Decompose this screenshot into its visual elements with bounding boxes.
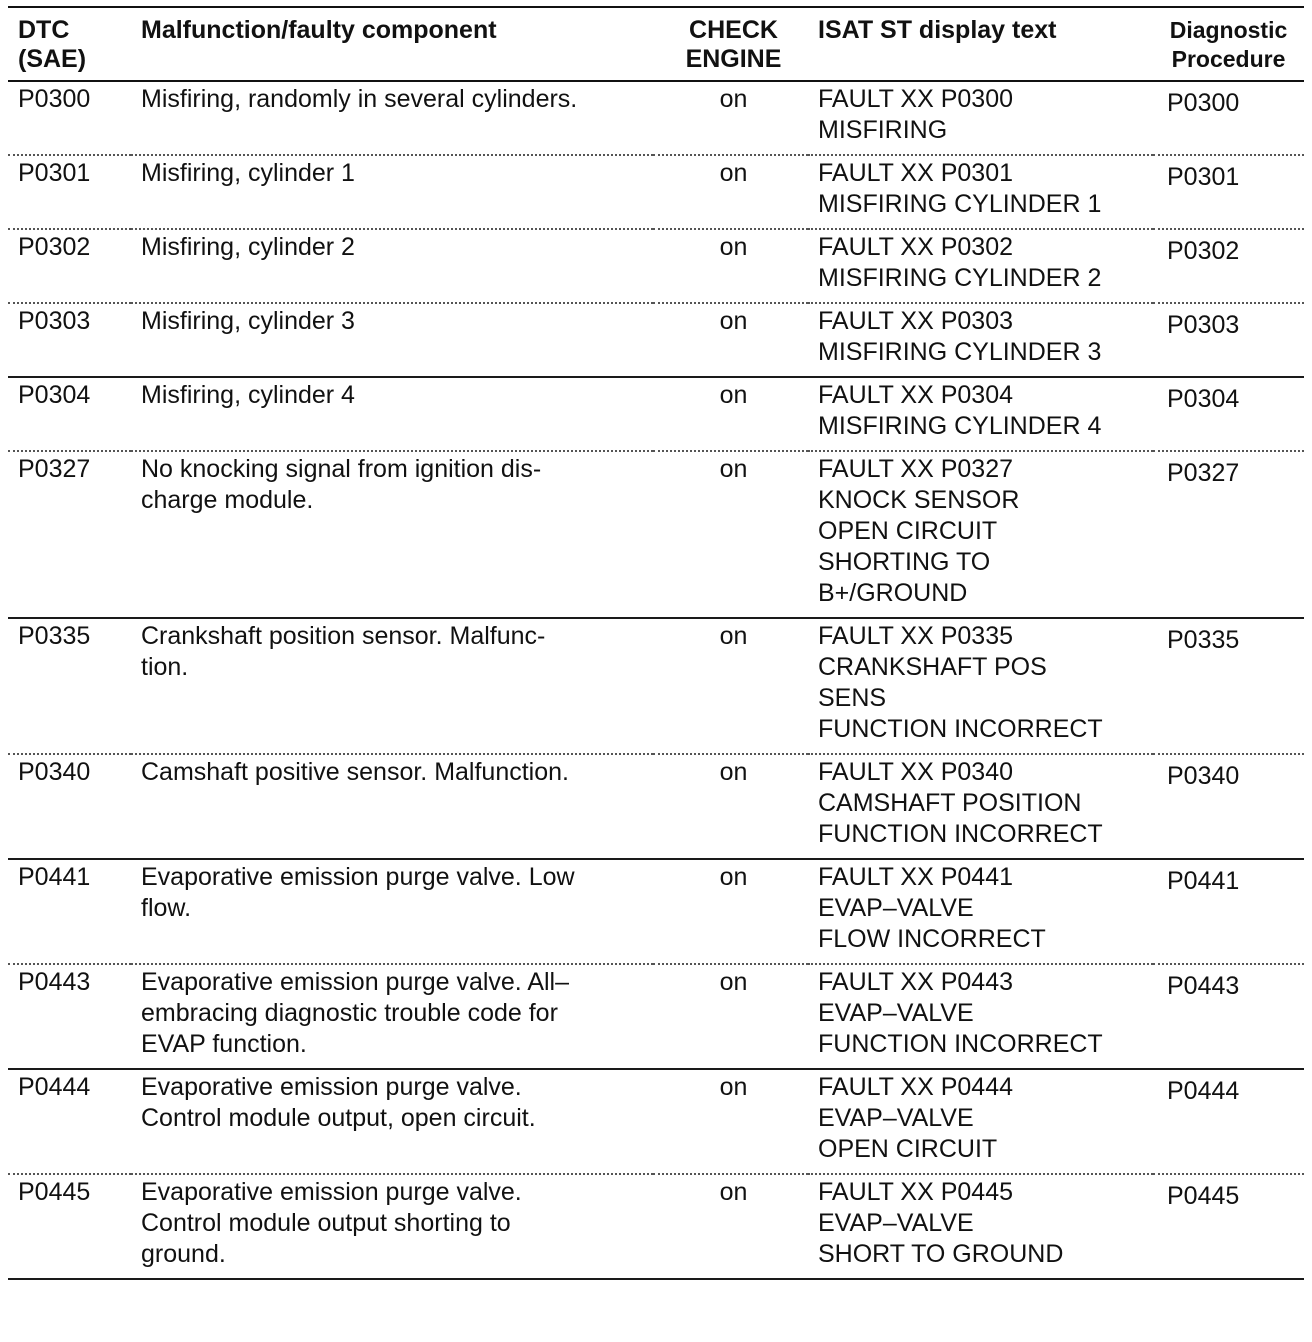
table-header bbox=[8, 7, 1304, 81]
cell-isat: FAULT XX P0444 EVAP–VALVE OPEN CIRCUIT bbox=[818, 1073, 1014, 1163]
cell-dtc: P0443 bbox=[18, 968, 91, 996]
cell-dtc: P0327 bbox=[18, 455, 91, 483]
cell-check-engine: on bbox=[719, 1073, 748, 1101]
cell-diagnostic: P0443 bbox=[1167, 972, 1240, 1000]
table-row bbox=[8, 1174, 1304, 1279]
table-row bbox=[8, 618, 1304, 754]
cell-dtc: P0303 bbox=[18, 307, 91, 335]
cell-malfunction: Misfiring, randomly in several cylinders. bbox=[141, 85, 578, 113]
cell-isat: FAULT XX P0303 MISFIRING CYLINDER 3 bbox=[818, 307, 1102, 366]
dtc-table bbox=[8, 6, 1304, 1280]
cell-diagnostic: P0335 bbox=[1167, 626, 1240, 654]
table-row bbox=[8, 229, 1304, 303]
header-row bbox=[8, 7, 1304, 81]
table-row bbox=[8, 859, 1304, 964]
cell-diagnostic: P0444 bbox=[1167, 1077, 1240, 1105]
cell-check-engine: on bbox=[719, 758, 748, 786]
table-row bbox=[8, 155, 1304, 229]
cell-diagnostic: P0301 bbox=[1167, 163, 1240, 191]
cell-isat: FAULT XX P0300 MISFIRING bbox=[818, 85, 1014, 144]
header-check-engine: CHECK ENGINE bbox=[685, 16, 782, 73]
table-row bbox=[8, 1069, 1304, 1174]
cell-check-engine: on bbox=[719, 968, 748, 996]
cell-dtc: P0335 bbox=[18, 622, 91, 650]
header-malfunction: Malfunction/faulty component bbox=[141, 16, 497, 44]
cell-check-engine: on bbox=[719, 159, 748, 187]
header-dtc: DTC (SAE) bbox=[18, 16, 87, 73]
cell-diagnostic: P0445 bbox=[1167, 1182, 1240, 1210]
cell-isat: FAULT XX P0327 KNOCK SENSOR OPEN CIRCUIT SHORTING TO B+/GROUND bbox=[818, 455, 1020, 607]
cell-malfunction: Misfiring, cylinder 3 bbox=[141, 307, 355, 335]
cell-malfunction: Evaporative emission purge valve. Low flow. bbox=[141, 863, 575, 922]
cell-isat: FAULT XX P0445 EVAP–VALVE SHORT TO GROUND bbox=[818, 1178, 1064, 1268]
cell-isat: FAULT XX P0301 MISFIRING CYLINDER 1 bbox=[818, 159, 1102, 218]
cell-diagnostic: P0303 bbox=[1167, 311, 1240, 339]
cell-check-engine: on bbox=[719, 85, 748, 113]
cell-check-engine: on bbox=[719, 622, 748, 650]
table-row bbox=[8, 303, 1304, 377]
cell-dtc: P0302 bbox=[18, 233, 91, 261]
cell-dtc: P0340 bbox=[18, 758, 91, 786]
cell-isat: FAULT XX P0441 EVAP–VALVE FLOW INCORRECT bbox=[818, 863, 1046, 953]
cell-check-engine: on bbox=[719, 455, 748, 483]
cell-malfunction: No knocking signal from ignition dis- charge module. bbox=[141, 455, 542, 514]
cell-dtc: P0301 bbox=[18, 159, 91, 187]
cell-isat: FAULT XX P0335 CRANKSHAFT POS SENS FUNCTION INCORRECT bbox=[818, 622, 1103, 743]
cell-isat: FAULT XX P0302 MISFIRING CYLINDER 2 bbox=[818, 233, 1102, 292]
cell-dtc: P0304 bbox=[18, 381, 91, 409]
cell-dtc: P0445 bbox=[18, 1178, 91, 1206]
cell-isat: FAULT XX P0340 CAMSHAFT POSITION FUNCTION INCORRECT bbox=[818, 758, 1103, 848]
cell-dtc: P0444 bbox=[18, 1073, 91, 1101]
table-row bbox=[8, 754, 1304, 859]
cell-dtc: P0441 bbox=[18, 863, 91, 891]
cell-check-engine: on bbox=[719, 233, 748, 261]
cell-diagnostic: P0300 bbox=[1167, 89, 1240, 117]
cell-malfunction: Evaporative emission purge valve. Control module output shorting to ground. bbox=[141, 1178, 522, 1268]
cell-malfunction: Misfiring, cylinder 2 bbox=[141, 233, 355, 261]
table-row bbox=[8, 377, 1304, 451]
cell-isat: FAULT XX P0443 EVAP–VALVE FUNCTION INCORRECT bbox=[818, 968, 1103, 1058]
cell-diagnostic: P0441 bbox=[1167, 867, 1240, 895]
header-diagnostic: Diagnostic Procedure bbox=[1169, 17, 1288, 72]
cell-isat: FAULT XX P0304 MISFIRING CYLINDER 4 bbox=[818, 381, 1102, 440]
cell-diagnostic: P0302 bbox=[1167, 237, 1240, 265]
cell-check-engine: on bbox=[719, 381, 748, 409]
cell-dtc: P0300 bbox=[18, 85, 91, 113]
cell-check-engine: on bbox=[719, 863, 748, 891]
cell-malfunction: Evaporative emission purge valve. Control module output, open circuit. bbox=[141, 1073, 536, 1132]
cell-check-engine: on bbox=[719, 1178, 748, 1206]
cell-malfunction: Evaporative emission purge valve. All– embracing diagnostic trouble code for EVAP function. bbox=[141, 968, 570, 1058]
cell-check-engine: on bbox=[719, 307, 748, 335]
cell-malfunction: Misfiring, cylinder 4 bbox=[141, 381, 355, 409]
table-row bbox=[8, 451, 1304, 618]
table-body bbox=[8, 81, 1304, 1279]
cell-malfunction: Crankshaft position sensor. Malfunc- tion. bbox=[141, 622, 546, 681]
cell-diagnostic: P0327 bbox=[1167, 459, 1240, 487]
cell-malfunction: Camshaft positive sensor. Malfunction. bbox=[141, 758, 569, 786]
header-isat: ISAT ST display text bbox=[818, 16, 1057, 44]
cell-diagnostic: P0304 bbox=[1167, 385, 1240, 413]
table-row bbox=[8, 81, 1304, 155]
cell-diagnostic: P0340 bbox=[1167, 762, 1240, 790]
cell-malfunction: Misfiring, cylinder 1 bbox=[141, 159, 355, 187]
table-row bbox=[8, 964, 1304, 1069]
